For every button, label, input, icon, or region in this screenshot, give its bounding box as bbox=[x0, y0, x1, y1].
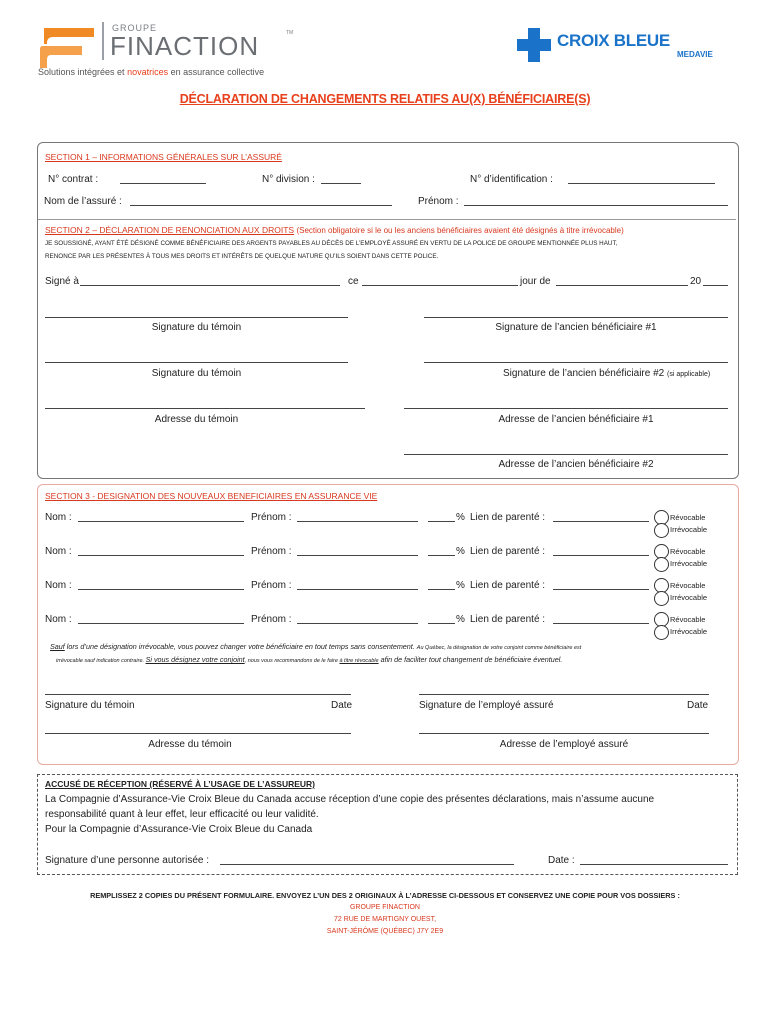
if-applicable-note: (si applicable) bbox=[667, 371, 711, 378]
old-benef-addr-1-line[interactable] bbox=[404, 408, 728, 409]
auth-sig-label: Signature d’une personne autorisée : bbox=[45, 855, 210, 866]
benef-2-nom-label: Nom : bbox=[45, 546, 72, 557]
benef-4-pct-label: % bbox=[456, 614, 465, 625]
benef-3-nom-label: Nom : bbox=[45, 580, 72, 591]
s3-employee-addr-line[interactable] bbox=[419, 733, 709, 734]
s3-employee-sig-line[interactable] bbox=[419, 694, 709, 695]
receipt-line-3: Pour la Compagnie d’Assurance-Vie Croix Bleue du Canada bbox=[45, 824, 313, 835]
benef-2-lien-field[interactable] bbox=[553, 555, 649, 556]
footer-addr-3: SAINT-JÉRÔME (QUÉBEC) J7Y 2E9 bbox=[326, 928, 444, 935]
logo-tagline: Solutions intégrées et novatrices en assurance collective bbox=[38, 67, 265, 77]
section-1-2-box bbox=[37, 142, 739, 479]
s3-witness-sig-caption: Signature du témoin bbox=[45, 700, 135, 711]
ident-field[interactable] bbox=[568, 183, 715, 184]
benef-4-irrevocable-label: Irrévocable bbox=[670, 627, 708, 636]
old-benef-addr-2-caption: Adresse de l’ancien bénéficiaire #2 bbox=[498, 459, 654, 470]
signed-at-label: Signé à bbox=[45, 276, 79, 287]
benef-4-prenom-label: Prénom : bbox=[251, 614, 292, 625]
s3-date-2-caption: Date bbox=[687, 700, 709, 711]
benef-2-pct-field[interactable] bbox=[428, 555, 455, 556]
witness-sig-2-line[interactable] bbox=[45, 362, 348, 363]
section-3-note-1: Sauf lors d’une désignation irrévocable, vous pouvez changer votre bénéficiaire en tout temps sans consentement. Au Québec, la désignation de votre conjoint comme bénéficiaire est bbox=[50, 642, 582, 651]
benef-1-nom-label: Nom : bbox=[45, 512, 72, 523]
logo-medavie: MEDAVIE bbox=[677, 50, 713, 59]
section-2-heading bbox=[45, 225, 624, 235]
croix-bleue-logo bbox=[517, 28, 737, 68]
old-benef-sig-1-caption: Signature de l’ancien bénéficiaire #1 bbox=[495, 322, 657, 333]
finaction-mark-icon bbox=[38, 24, 98, 70]
witness-sig-1-line[interactable] bbox=[45, 317, 348, 318]
s3-witness-addr-line[interactable] bbox=[45, 733, 351, 734]
s3-date-1-caption: Date bbox=[331, 700, 353, 711]
benef-1-lien-label: Lien de parenté : bbox=[470, 512, 546, 523]
division-label: N° division : bbox=[262, 174, 315, 185]
contract-field[interactable] bbox=[120, 183, 206, 184]
benef-1-pct-field[interactable] bbox=[428, 521, 455, 522]
benef-1-lien-field[interactable] bbox=[553, 521, 649, 522]
benef-3-irrevocable-label: Irrévocable bbox=[670, 593, 708, 602]
benef-4-lien-field[interactable] bbox=[553, 623, 649, 624]
contract-label: N° contrat : bbox=[48, 174, 99, 185]
footer-addr-1: GROUPE FINACTION bbox=[349, 904, 420, 911]
logo-croix-bleue: CROIX BLEUE bbox=[557, 31, 670, 50]
section-2-body-1: JE SOUSSIGNÉ, AYANT ÉTÉ DÉSIGNÉ COMME BÉNÉFICIAIRE DES ARGENTS PAYABLES AU DÉCÈS DE L’EMPLOYÉ ASSURÉ EN VERTU DE LA POLICE DE GROUPE MENTIONNÉE PLUS HAUT, bbox=[45, 240, 618, 247]
section-3-title: SECTION 3 - DESIGNATION DES NOUVEAUX BENEFICIAIRES EN ASSURANCE VIE bbox=[45, 491, 378, 501]
auth-sig-field[interactable] bbox=[220, 864, 514, 865]
witness-sig-2-caption: Signature du témoin bbox=[151, 368, 242, 379]
benef-2-revocable-label: Révocable bbox=[670, 547, 706, 556]
lastname-label: Nom de l’assuré : bbox=[44, 196, 122, 207]
s3-witness-sig-line[interactable] bbox=[45, 694, 351, 695]
benef-2-prenom-label: Prénom : bbox=[251, 546, 292, 557]
benef-1-prenom-field[interactable] bbox=[297, 521, 418, 522]
benef-3-prenom-label: Prénom : bbox=[251, 580, 292, 591]
section-2-note: (Section obligatoire si le ou les anciens bénéficiaires avaient été désignés à titre irrévocable) bbox=[296, 226, 624, 235]
section-2-body-2: RENONCE PAR LES PRÉSENTES À TOUS MES DROITS ET INTÉRÊTS DE QUELQUE NATURE QU’ILS SOIENT DANS CETTE POLICE. bbox=[45, 253, 439, 260]
logo-groupe: GROUPE bbox=[112, 23, 158, 33]
benef-3-pct-field[interactable] bbox=[428, 589, 455, 590]
page-title: DÉCLARATION DE CHANGEMENTS RELATIFS AU(X) BÉNÉFICIAIRE(S) bbox=[179, 92, 591, 106]
benef-3-lien-label: Lien de parenté : bbox=[470, 580, 546, 591]
benef-4-nom-label: Nom : bbox=[45, 614, 72, 625]
receipt-date-field[interactable] bbox=[580, 864, 728, 865]
s3-witness-addr-caption: Adresse du témoin bbox=[148, 739, 232, 750]
benef-3-nom-field[interactable] bbox=[78, 589, 244, 590]
receipt-title: ACCUSÉ DE RÉCEPTION (RÉSERVÉ À L’USAGE DE L’ASSUREUR) bbox=[45, 779, 315, 789]
year-field[interactable] bbox=[703, 285, 728, 286]
footer-instruction: REMPLISSEZ 2 COPIES DU PRÉSENT FORMULAIRE. ENVOYEZ L’UN DES 2 ORIGINAUX À L’ADRESSE CI-DESSOUS ET CONSERVEZ UNE COPIE POUR VOS DOSSIERS : bbox=[90, 891, 680, 900]
benef-2-lien-label: Lien de parenté : bbox=[470, 546, 546, 557]
benef-2-prenom-field[interactable] bbox=[297, 555, 418, 556]
ce-label: ce bbox=[348, 276, 359, 287]
section-3-box bbox=[37, 484, 739, 765]
blue-cross-icon bbox=[517, 28, 551, 62]
benef-1-revocable-label: Révocable bbox=[670, 513, 706, 522]
old-benef-addr-1-caption: Adresse de l’ancien bénéficiaire #1 bbox=[498, 414, 654, 425]
s3-employee-sig-caption: Signature de l’employé assuré bbox=[419, 700, 554, 711]
benef-4-pct-field[interactable] bbox=[428, 623, 455, 624]
logo-finaction: FINACTION bbox=[110, 31, 260, 61]
division-field[interactable] bbox=[321, 183, 361, 184]
benef-4-nom-field[interactable] bbox=[78, 623, 244, 624]
jour-de-label: jour de bbox=[520, 276, 551, 287]
firstname-field[interactable] bbox=[464, 205, 728, 206]
benef-4-lien-label: Lien de parenté : bbox=[470, 614, 546, 625]
benef-1-nom-field[interactable] bbox=[78, 521, 244, 522]
benef-4-irrevocable-radio[interactable] bbox=[654, 625, 669, 640]
benef-1-prenom-label: Prénom : bbox=[251, 512, 292, 523]
ce-field[interactable] bbox=[362, 285, 518, 286]
finaction-logo bbox=[38, 22, 308, 82]
benef-3-prenom-field[interactable] bbox=[297, 589, 418, 590]
firstname-label: Prénom : bbox=[418, 196, 459, 207]
jour-field[interactable] bbox=[556, 285, 688, 286]
footer-addr-2: 72 RUE DE MARTIGNY OUEST, bbox=[333, 916, 437, 923]
benef-3-lien-field[interactable] bbox=[553, 589, 649, 590]
benef-1-irrevocable-label: Irrévocable bbox=[670, 525, 708, 534]
benef-1-pct-label: % bbox=[456, 512, 465, 523]
year-label: 20 bbox=[690, 276, 702, 287]
old-benef-sig-2-caption: Signature de l’ancien bénéficiaire #2 (si applicable) bbox=[503, 368, 711, 379]
benef-2-pct-label: % bbox=[456, 546, 465, 557]
receipt-line-2: responsabilité quant à leur effet, leur efficacité ou leur validité. bbox=[45, 809, 319, 820]
lastname-field[interactable] bbox=[130, 205, 392, 206]
section-divider bbox=[38, 219, 736, 220]
benef-2-irrevocable-radio[interactable] bbox=[654, 557, 669, 572]
benef-3-revocable-label: Révocable bbox=[670, 581, 706, 590]
benef-3-pct-label: % bbox=[456, 580, 465, 591]
signed-at-field[interactable] bbox=[80, 285, 340, 286]
receipt-date-label: Date : bbox=[548, 855, 575, 866]
old-benef-sig-2-line[interactable] bbox=[424, 362, 728, 363]
benef-3-irrevocable-radio[interactable] bbox=[654, 591, 669, 606]
old-benef-addr-2-line[interactable] bbox=[404, 454, 728, 455]
benef-1-irrevocable-radio[interactable] bbox=[654, 523, 669, 538]
benef-4-revocable-label: Révocable bbox=[670, 615, 706, 624]
logo-tm: TM bbox=[286, 30, 294, 36]
receipt-line-1: La Compagnie d’Assurance-Vie Croix Bleue du Canada accuse réception d’une copie des présentes déclarations, mais n’assume aucune bbox=[45, 794, 655, 805]
section-3-note-2: irrévocable sauf indication contraire. Si vous désignez votre conjoint, nous vous recommandons de le faire à titre révocable afin de faciliter tout changement de bénéficiaire éventuel. bbox=[56, 655, 563, 664]
section-1-title: SECTION 1 – INFORMATIONS GÉNÉRALES SUR L’ASSURÉ bbox=[45, 152, 282, 162]
witness-addr-caption: Adresse du témoin bbox=[154, 414, 239, 425]
old-benef-sig-1-line[interactable] bbox=[424, 317, 728, 318]
witness-addr-line[interactable] bbox=[45, 408, 365, 409]
ident-label: N° d’identification : bbox=[470, 174, 553, 185]
benef-2-irrevocable-label: Irrévocable bbox=[670, 559, 708, 568]
section-2-title: SECTION 2 – DÉCLARATION DE RENONCIATION AUX DROITS bbox=[45, 225, 295, 235]
benef-2-nom-field[interactable] bbox=[78, 555, 244, 556]
benef-4-prenom-field[interactable] bbox=[297, 623, 418, 624]
witness-sig-1-caption: Signature du témoin bbox=[151, 322, 242, 333]
s3-employee-addr-caption: Adresse de l’employé assuré bbox=[499, 739, 629, 750]
